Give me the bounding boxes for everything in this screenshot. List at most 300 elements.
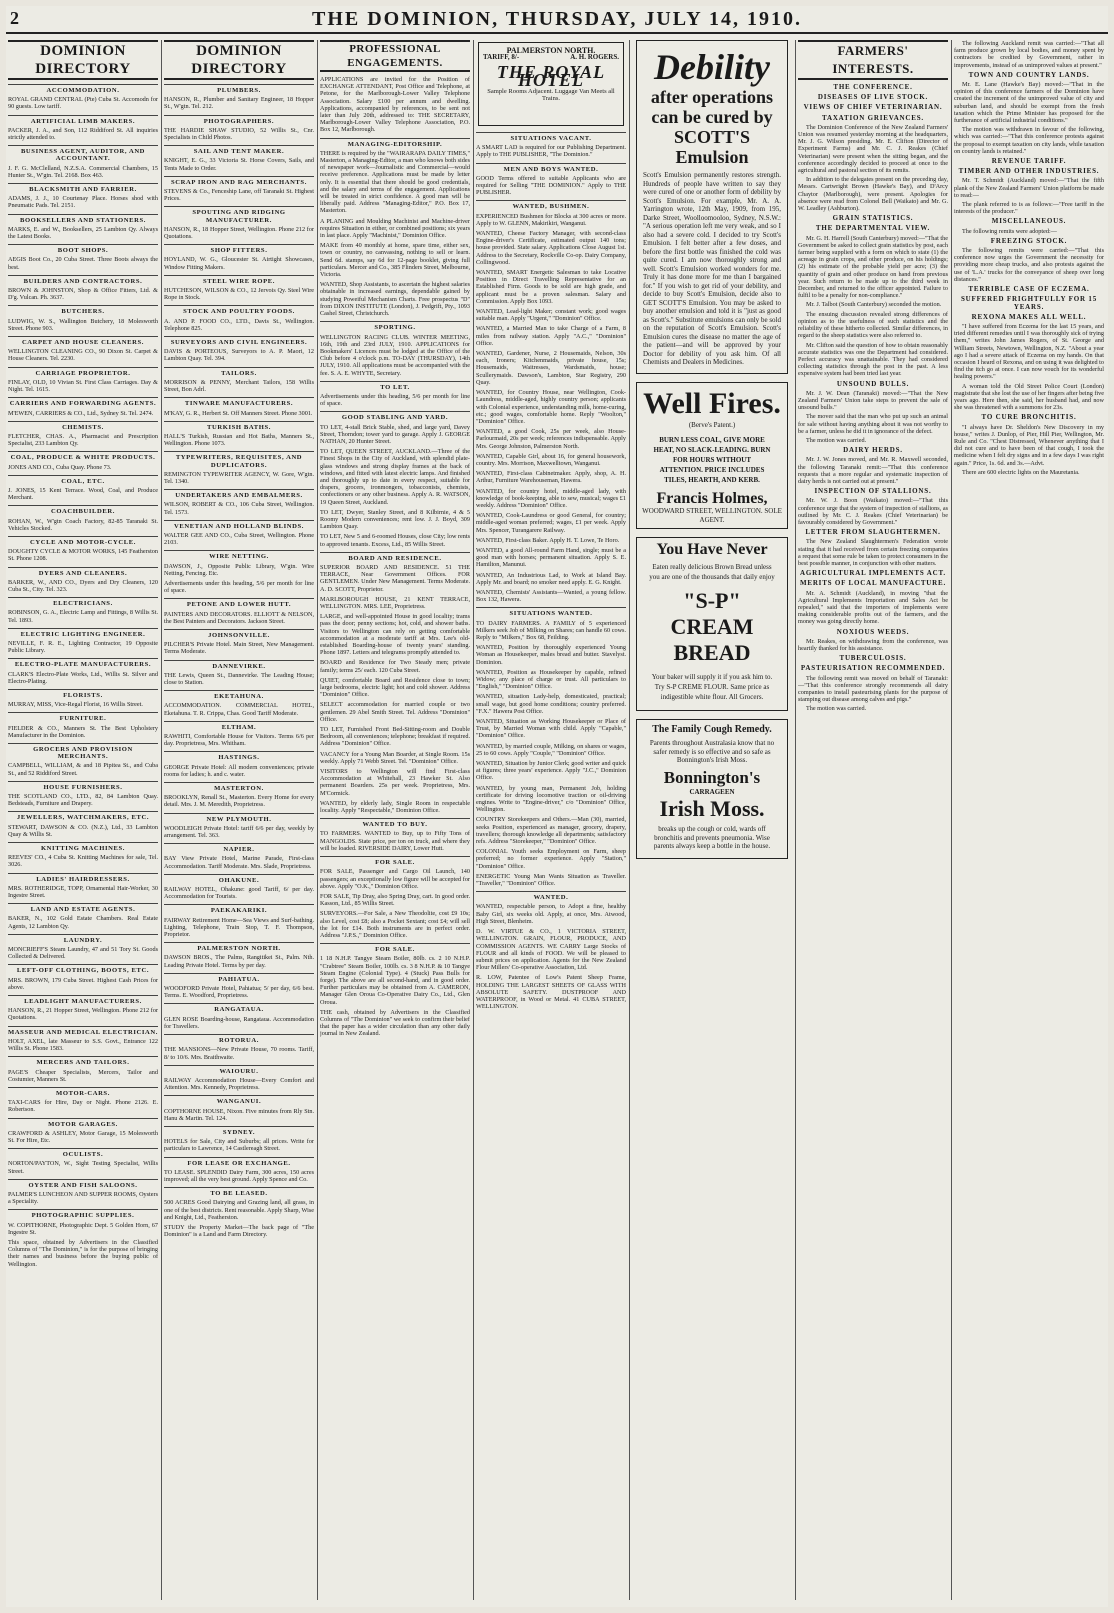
section-label: SAIL AND TENT MAKER.	[164, 145, 314, 155]
list-item: MRS. ROTHERIDGE, TOPP, Ornamental Hair-Worker, 30 Ingestre Street.	[8, 884, 158, 900]
list-item: HOTELS for Sale, City and Suburbs; all prices. Write for particulars to Lawrence, 14 Castlereagh Street.	[164, 1138, 314, 1153]
list-item: WANTED, respectable person, to Adopt a fine, healthy Baby Girl, six weeks old. Apply, at once, Mrs. Atwood, High Street, Blenheim.	[476, 903, 626, 925]
section-label: ACCOMMODATION.	[8, 84, 158, 94]
paragraph: The following remits were carried:—"That this conference now urges the Government the necessity for providing more cheap trucks, and also protests against the use of 'L.A.' trucks for the conveyance of sheep over long distances."	[954, 247, 1104, 283]
section-label: STEEL WIRE ROPE.	[164, 275, 314, 285]
list-item: CAMPBELL, WILLIAM, & and 18 Pipitea St., and Cuba St., and 52 Riddiford Street.	[8, 762, 158, 777]
column-rule	[795, 40, 796, 1600]
list-item: THE SCOTLAND CO., LTD., 82, 84 Lambton Quay. Bedsteads, Furniture and Drapery.	[8, 793, 158, 808]
well-fires-address: WOODWARD STREET, WELLINGTON. SOLE AGENT.	[642, 507, 782, 524]
section-label: BOARD AND RESIDENCE.	[320, 552, 470, 562]
section-label: CYCLE AND MOTOR-CYCLE.	[8, 536, 158, 546]
list-item: WANTED, a Married Man to take Charge of a Farm, 8 miles from railway station. Apply "A.C.," "Dominion" Office.	[476, 325, 626, 347]
article-subheading: LETTER FROM SLAUGHTERMEN.	[805, 528, 941, 537]
list-item: PALMER'S LUNCHEON AND SUPPER ROOMS, Oysters a Speciality.	[8, 1190, 158, 1206]
list-item: TO LET, Dwyer, Stanley Street, and 8 Kilbirnie, 4 & 5 Roomy Modern conveniences; rent low. J. J. Boyd, 309 Lambton Quay.	[320, 508, 470, 531]
section-label: PHOTOGRAPHIC SUPPLIES.	[8, 1209, 158, 1219]
list-item: GOOD Terms offered to suitable Applicants who are required for Selling "THE DOMINION." Apply to THE PUBLISHER.	[476, 174, 626, 197]
list-item: TO LET, New 5 and 6-roomed Houses, close City; low rents to approved tenants. Excess, Ltd., 85 Willis Street.	[320, 533, 470, 548]
paragraph: "I have suffered from Eczema for the last 15 years, and tried different remedies until I was thoroughly sick of trying them," writes John James Rogers, of St. George and William Streets, Newtown, Wellington, N.Z. "About a year ago I had a severe attack of Eczema on my hands. On that occasion I heard of Rexona, and on using it was delighted to find the itch go at once. I can now vouch for its wonderful healing powers."	[954, 322, 1104, 381]
list-item: HANSON, R., 21 Hopper Street, Wellington. Phone 212 for Quotations.	[8, 1007, 158, 1022]
directory-column-1	[8, 40, 158, 1600]
article-body	[798, 124, 948, 713]
list-item: TO DAIRY FARMERS. A FAMILY of 5 experienced Milkers seek Job of Milking on Shares; can handle 60 cows. Reply to "Milkers," Box 68, Feilding.	[476, 619, 626, 641]
never-heading: You Have Never	[656, 541, 768, 558]
list-item: ROHAN, W., W'gtn Coach Factory, 82-85 Taranaki St. Vehicles Stocked.	[8, 517, 158, 532]
section-label: SCRAP IRON AND RAG MERCHANTS.	[164, 176, 314, 186]
paragraph: "I always have Dr. Sheldon's New Discovery in my house," writes J. Dunlop, of Pier, Hill Pier, Wellington, Mr. Rule and Co. "Chest Distressed, Whenever anything that I did not cure and to have been of that cough, I took the medicine when I felt dry signs and in a few days I was right again." Price, 1s. 6d. and 3s.—Advt.	[954, 423, 1104, 467]
paragraph: Mr. A. Schmidt (Auckland), in moving "that the Agricultural Implements Importation and Sales Act be repealed," said that the importers of implements were making considerable profits out of the farmers, and the money was going directly home.	[798, 589, 948, 626]
section-label: WANTED, BUSHMEN.	[476, 200, 626, 210]
cough-body: Parents throughout Australasia know that no safer remedy is so effective and so safe as Bonnington's Irish Moss.	[649, 739, 775, 764]
section-label: STOCK AND POULTRY FOODS.	[164, 305, 314, 315]
paragraph: The motion was withdrawn in favour of the following, which was carried:—"That this conference protests against the proposal to exempt taxation on city lands, while taxation on country lands is retained."	[954, 126, 1104, 155]
list-item: FOR SALE, Passenger and Cargo Oil Launch, 140 passengers; an exceptionally low figure will be accepted for above. Apply "O.K.," Dominion Office.	[320, 868, 470, 890]
well-fires-body: BURN LESS COAL, GIVE MORE HEAT, NO SLACK-LEADING. BURN FOR HOURS WITHOUT ATTENTION. PRICE INCLUDES TILES, HEARTH, AND KERB.	[653, 436, 771, 484]
section-label: JOHNSONVILLE.	[164, 629, 314, 639]
list-item: LARGE, and well-appointed House in good locality; trams pass the door; penny sections; hot, cold, and shower baths. Visitors to Wellington can rely on getting comfortable accommodation at a moderate tariff at Mrs. Lee's old-established Boarding-house of twenty years' standing. Phone 1897. Letters and telegrams promptly attended to.	[320, 613, 470, 657]
article-subheading: TAXATION GRIEVANCES.	[822, 113, 924, 122]
list-item: WANTED, situation Lady-help, domesticated, practical; small wage, but good home conditions; country preferred. "F.X." Hawera Post Office.	[476, 693, 626, 715]
irish-moss-heading: Irish Moss.	[659, 796, 765, 821]
list-item: DAWSON, J., Opposite Public Library, W'gtn. Wire Netting, Fencing. Etc.	[164, 562, 314, 577]
cough-heading: The Family Cough Remedy.	[652, 724, 772, 735]
article-subheading: VIEWS OF CHIEF VETERINARIAN.	[803, 103, 943, 112]
section-label: RANGATAUA.	[164, 1003, 314, 1013]
list-item: 1 18 N.H.P. Tangye Steam Boiler, 80lb. cs. 2 10 N.H.P. "Crabtree" Steam Boiler, 100lb. cs. 3 8 N.H.P. & 10 Tangye Steam Engine (Colonial Type). 4 (Stuck) Pass Bulls for forge). The above are all second-hand, and in good order. Further particulars may be obtained from A. CAMERON, Manager Glen Oroua Co-Operative Dairy Co., Ltd., Glen Oroua.	[320, 955, 470, 1006]
list-item: A. AND P. FOOD CO., LTD., Davis St., Wellington. Telephone 825.	[164, 317, 314, 332]
paragraph: The following remits were adopted:—	[962, 227, 1057, 235]
section-label: PETONE AND LOWER HUTT.	[164, 598, 314, 608]
column-rule	[951, 40, 952, 1600]
section-label: GROCERS AND PROVISION MERCHANTS.	[8, 743, 158, 760]
list-item: WANTED, Position by thoroughly experienced Young Woman as Housekeeper, males bread and butter. Stavelyst. Dominion.	[476, 644, 626, 666]
list-item: MAKE from 40 monthly at home, spare time, either sex, town or country, no canvassing, nothing to sell or learn. Send 6d. stamps, say 6d for 12-page booklet, giving full particulars. Mercer and Co., 385 Flinders Street, Melbourne, Victoria.	[320, 242, 470, 279]
section-label: NAPIER.	[164, 843, 314, 853]
section-label: WIRE NETTING.	[164, 550, 314, 560]
section-label: HASTINGS.	[164, 751, 314, 761]
list-item: MURRAY, MISS, Vice-Regal Florist, 16 Willis Street.	[8, 701, 143, 709]
paragraph: The Dominion Conference of the New Zealand Farmers' Union was resumed yesterday morning at the headquarters, Mr. J. G. Wilson presiding. Mr. E. Clifton (Director of Experiment Farms) and Mr. C. J. Reakes (Chief Veterinarian) were present when the sitting began, and the conference accordingly decided to proceed at once to the agricultural and pastoral section of its remits.	[798, 123, 948, 175]
list-item: WOODLEIGH Private Hotel: tariff 6/6 per day, weekly by arrangement. Tel. 363.	[164, 824, 314, 840]
section-label: CARPET AND HOUSE CLEANERS.	[8, 336, 158, 346]
section-label: MASSEUR AND MEDICAL ELECTRICIAN.	[8, 1026, 158, 1036]
paragraph: The mover said that the man who put up such an animal for sale without having anything about it was not worthy to be a farmer, unless he did it in ignorance of the defect.	[798, 413, 948, 435]
list-item: STEWART, DAWSON & CO. (N.Z.), Ltd., 33 Lambton Quay & Willis St.	[8, 823, 158, 838]
scotts-emulsion-advert	[636, 40, 788, 374]
list-item: CRAWFORD & ASHLEY, Motor Garage, 15 Molesworth St. For Hire, Etc.	[8, 1129, 158, 1144]
article-body	[954, 40, 1104, 476]
section-label: JEWELLERS, WATCHMAKERS, ETC.	[8, 811, 158, 821]
section-label: ARTIFICIAL LIMB MAKERS.	[8, 115, 158, 125]
section-label: TINWARE MANUFACTURERS.	[164, 397, 314, 407]
list-item: WALTER GEE AND CO., Cuba Street, Wellington. Phone 2103.	[164, 531, 314, 547]
list-item: M'EWEN, CARRIERS & CO., Ltd., Sydney St. Tel. 2474.	[8, 409, 154, 417]
sp-bread-advert	[636, 537, 788, 711]
list-item: REEVES' CO., 4 Cuba St. Knitting Machines for sale, Tel. 3026.	[8, 854, 158, 869]
column-rule	[161, 40, 162, 1600]
well-fires-firm: Francis Holmes,	[656, 490, 768, 507]
section-label: LAND AND ESTATE AGENTS.	[8, 903, 158, 913]
section-label: TO BE LEASED.	[164, 1187, 314, 1197]
list-item: QUIET, comfortable Board and Residence close to town; large bedrooms, electric light; hot and cold shower. Address "Dominion" Office.	[320, 676, 470, 699]
list-item: D. W. VIRTUE & CO., 1 VICTORIA STREET, WELLINGTON. GRAIN, FLOUR, PRODUCE, AND COMMISSION AGENTS. WE CARRY Large Stocks of FLOUR and all kinds of FOOD. We will be pleased to submit prices on application. Agents for the New Zealand Flour Millers' Co-operative Association, Ltd.	[476, 928, 626, 972]
section-label: PALMERSTON NORTH.	[164, 942, 314, 952]
section-label: ROTORUA.	[164, 1034, 314, 1044]
list-item: TO LET, QUEEN STREET, AUCKLAND.—Three of the Finest Shops in the City of Auckland, with splendid plate-glass windows and strong display frames at the back of windows, and fitted with latest electric lamps. And finished and thoroughly up to date in every respect, suitable for drapers, grocers, ironmongers, tobacconists, chemists, confectioners or any other business. Apply A. R. WATSON, 19 Queen Street, Auckland.	[320, 448, 470, 506]
list-item: WANTED, a good All-round Farm Hand, single; must be a good man with horses; permanent situation. Apply S. E. Hamilton, Manunui.	[476, 546, 626, 569]
list-item: SUPERIOR BOARD AND RESIDENCE. 51 THE TERRACE, Near Government Offices. FOR GENTLEMEN. Under New Management. Terms Moderate. A. D. SCOTT, Proprietor.	[320, 563, 470, 593]
list-item: TO LET, Furnished Front Bed-Sitting-room and Double Bedroom, all conveniences; telephone; breakfast if required. Address "Dominion" Office.	[320, 726, 470, 748]
paragraph: Mr. W. J. Boon (Waikato) moved:—"That this conference urge that the system of inspection of stallions, as outlined by Mr. C. J. Reakes (Chief Veterinarian) be favourably considered by Government."	[798, 497, 948, 526]
section-label: WANTED.	[476, 891, 626, 901]
debility-heading: Debility	[654, 47, 770, 87]
list-item: MONCRIEFF'S Steam Laundry, 47 and 51 Tory St. Goods Collected & Delivered.	[8, 946, 158, 961]
list-item: SURVEYORS.—For Sale, a New Theodolite, cost £9 10s; also Level, cost £8; also a Pocket Sextant; cost £4; will sell the lot for £14. Both instruments are in perfect order. Address "J.P.S.," Dominion Office.	[320, 910, 470, 939]
list-item: ROBINSON, G. A., Electric Lamp and Fittings, 8 Willis St. Tel. 1893.	[8, 609, 158, 624]
list-item: APPLICATIONS are invited for the Position of EXCHANGE ATTENDANT, Post Office and Telephone, at Petone, for the Marlborough-Lower Valley Telephone Association. Salary £100 per annum and dwelling. Applications, accompanied by references, to be sent not later than July 20th, addressed to: THE SECRETARY, Marlborough-Lower Valley Telephone Association, P.O. Box 12, Marlborough.	[320, 76, 470, 134]
article-subheading: UNSOUND BULLS.	[836, 379, 910, 388]
section-label: ELECTRO-PLATE MANUFACTURERS.	[8, 658, 158, 668]
section-label: MEN AND BOYS WANTED.	[476, 163, 626, 173]
paragraph: Mr. G. H. Harrell (South Canterbury) moved:—"That the Government be asked to collect grain statistics by post, each farmer being supplied with a form on which to state (1) the acreage in grain crops, and other produce, on his holdings; (2) his estimate of the probable yield per acre; (3) the quantity of grain and other produce on hand from previous year. Such return to be made up to the third week in December, and returned to the officer appointed. Failure to fulfil to be a penalty for non-compliance."	[798, 234, 948, 300]
list-item: TO LET, 4-stall Brick Stable, shed, and large yard, Davey Street, Thorndon; tower yard to garage. Apply J. GEORGE NATHAN, 20 Hunter Street.	[320, 423, 470, 445]
hotel-town: PALMERSTON NORTH.	[506, 46, 596, 55]
list-item: KNIGHT, E. G., 33 Victoria St. Horse Covers, Sails, and Tents Made to Order.	[164, 157, 314, 172]
list-item: WANTED, Situation by Junior Clerk; good writer and quick at figures; three years' experience. Apply "J.C.," Dominion Office.	[476, 760, 626, 782]
list-item: RAWHITI, Comfortable House for Visitors. Terms 6/6 per day. Proprietress, Mrs. Whitham.	[164, 733, 314, 748]
section-label: SPOUTING AND RIDGING MANUFACTURER.	[164, 206, 314, 223]
list-item: PACKER, J. A., and Son, 112 Riddiford St. All inquiries strictly attended to.	[8, 126, 158, 142]
list-item: WANTED, a good Cook, 25s per week, also House-Parlourmaid, 20s per week; references indispensable. Apply Mrs. George Johnston, Palmerston North.	[476, 428, 626, 450]
section-label: WAIOURU.	[164, 1065, 314, 1075]
section-label: FURNITURE.	[8, 712, 158, 722]
list-item: W. COPITHORNE, Photographic Dept. 5 Golden Horn, 67 Ingestre St.	[8, 1221, 158, 1236]
section-label: UNDERTAKERS AND EMBALMERS.	[164, 489, 314, 499]
list-item: WANTED, Cook-Laundress or good General, for country; middle-aged woman preferred; wages, £1 per week. Apply Mrs. Spencer, Turangarere Railway.	[476, 512, 626, 534]
section-label: MASTERTON.	[164, 782, 314, 792]
article-subheading: SUFFERED FRIGHTFULLY FOR 15 YEARS.	[960, 295, 1097, 311]
classifieds-column-4	[476, 40, 626, 1600]
classifieds-column-3	[320, 40, 470, 1600]
section-label: BUTCHERS.	[8, 305, 158, 315]
section-label: OCULISTS.	[8, 1148, 158, 1158]
newspaper-page	[6, 6, 1108, 1607]
well-fires-sub: (Berve's Patent.)	[688, 420, 736, 429]
section-label: MOTOR-CARS.	[8, 1087, 158, 1097]
section-label: BLACKSMITH AND FARRIER.	[8, 183, 158, 193]
section-label: BOOT SHOPS.	[8, 244, 158, 254]
list-item: MARLBOROUGH HOUSE, 21 KENT TERRACE, WELLINGTON. MRS. LEE, Proprietress.	[320, 595, 470, 610]
list-item: WANTED, Position as Housekeeper by capable, refined Widow; any place of charge or trust. All particulars to "English," "Dominion" Office.	[476, 668, 626, 691]
section-label: FOR SALE.	[320, 943, 470, 953]
list-item: AEGIS Boot Co., 20 Cuba Street. Three Boots always the best.	[8, 256, 158, 271]
article-subheading: DISEASES OF LIVE STOCK.	[817, 93, 929, 102]
section-label: VENETIAN AND HOLLAND BLINDS.	[164, 520, 314, 530]
farmers-interests-heading: FARMERS' INTERESTS.	[798, 40, 948, 80]
list-item: COLONIAL Youth seeks Employment on Farm, sheep preferred; no former experience. Apply "Station," "Dominion" Office.	[476, 848, 626, 870]
section-label: LEFT-OFF CLOTHING, BOOTS, ETC.	[8, 964, 158, 974]
article-subheading: THE CONFERENCE.	[833, 83, 913, 91]
directory-heading: DOMINION DIRECTORY	[164, 40, 314, 80]
list-item: J. JONES, 15 Kent Terrace. Wood, Coal, and Produce Merchant.	[8, 486, 158, 502]
list-item: WANTED, First-class Baker. Apply H. T. Lowe, Te Horo.	[476, 536, 620, 544]
paragraph: The ensuing discussion revealed strong differences of opinion as to the usefulness of such statistics and the reliability of these hitherto collected. Similar differences, in regard to the sheep statistics were also referred to.	[798, 310, 948, 340]
article-subheading: TOWN AND COUNTRY LANDS.	[968, 70, 1090, 79]
paragraph: Mr. J. W. Dean (Taranaki) moved:—"That the New Zealand Farmers' Union take steps to prevent the sale of unsound bulls."	[798, 389, 948, 412]
sp-bread-body: Your baker will supply it if you ask him to. Try S-P CREME FLOUR. Same price as indigestible white flour. All Grocers.	[651, 673, 773, 701]
list-item: GLEN ROSE Boarding-house, Rangataua. Accommodation for Travellers.	[164, 1015, 314, 1030]
list-item: WANTED, An Industrious Lad, to Work at Island Bay. Apply Mr. and board; no smoker need apply. E. G. Knight.	[476, 571, 626, 586]
section-label: SITUATIONS WANTED.	[476, 607, 626, 617]
section-label: OHAKUNE.	[164, 874, 314, 884]
paragraph: The plank referred to is as follows:—"Free tariff in the interests of the producer."	[954, 201, 1104, 216]
article-subheading: AGRICULTURAL IMPLEMENTS ACT.	[800, 569, 946, 578]
list-item: DAWSON BROS., The Palms, Rangitikei St., Palm. Nth. Leading Private Hotel. Terms by per day.	[164, 954, 314, 969]
list-item: WANTED, Shop Assistants, to ascertain the highest salaries obtainable in increased earnings, dependable gained by studying Poweiful Mechanism Charts. Free prospectus "D" from DIXON INSTITUTE (London), J. Pedgrift, Pty., 1093 Cashel Street, Christchurch.	[320, 281, 470, 318]
list-item: COUNTRY Storekeepers and Others.—Man (30), married, seeks Position, experienced as manager, grocery, drapery, travellers; thorough knowledge all departments; satisfactory refs. Address "Storekeeper," "Dominion" Office.	[476, 816, 626, 846]
hotel-tariff: TARIFF, 8/-	[483, 53, 520, 62]
list-item: PAGE'S Cheaper Specialists, Mercers, Tailor and Costumier, Manners St.	[8, 1068, 158, 1083]
list-item: MRS. BROWN, 179 Cuba Street. Highest Cash Prices for above.	[8, 976, 158, 991]
paragraph: A woman told the Old Street Police Court (London) magistrate that she lost the use of her fingers after being five years ago. Here then, she said, her husband had, and now she was threatened with a summons for 23s.	[954, 382, 1104, 412]
article-subheading: MISCELLANEOUS.	[991, 217, 1067, 226]
section-label: SYDNEY.	[164, 1126, 314, 1136]
column-rule	[317, 40, 318, 1600]
list-item: HALL'S Turkish, Russian and Hot Baths, Manners St., Wellington. Phone 1073.	[164, 432, 314, 448]
list-item: PILCHER'S Private Hotel. Main Street, New Management. Terms Moderate.	[164, 641, 314, 656]
list-item: THE MANSIONS—New Private House, 70 rooms. Tariff, 8/ to 10/6. Mrs. Braithwaite.	[164, 1046, 314, 1061]
article-subheading: THE DEPARTMENTAL VIEW.	[815, 224, 931, 233]
section-label: TYPEWRITERS, REQUISITES, AND DUPLICATORS.	[164, 451, 314, 468]
list-item: SELECT accommodation for married couple or two gentlemen. 29 Abel Smith Street. Tel. Address "Dominion" Office.	[320, 701, 470, 723]
section-label: FLORISTS.	[8, 689, 158, 699]
list-item: WELLINGTON CLEANING CO., 90 Dixon St. Carpet & House Cleaners. Tel. 2230.	[8, 348, 158, 363]
section-label: PAEKAKARIKI.	[164, 904, 314, 914]
article-subheading: TUBERCULOSIS.	[839, 654, 907, 663]
list-item: THE HARDIE SHAW STUDIO, 52 Willis St., Cnr. Specialists in Child Photos.	[164, 126, 314, 142]
section-label: KNITTING MACHINES.	[8, 842, 158, 852]
section-label: OYSTER AND FISH SALOONS.	[8, 1179, 158, 1189]
list-item: HOYLAND, W. G., Gloucester St. Airtight Showcases, Window Fitting Makers.	[164, 256, 314, 271]
list-item: WANTED, Capable Girl, about 16, for general housework, country. Mrs. Morrison, Maxwelltown, Wanganui.	[476, 452, 626, 467]
list-item: BAKER, N., 102 Gold Estate Chambers. Real Estate Agents, 12 Lambton Qy.	[8, 915, 158, 930]
list-item: NEVILLE, F. R. E., Lighting Contractor, 19 Opposite Public Library.	[8, 639, 158, 655]
irish-moss-firm: Bonnington's	[663, 767, 761, 787]
section-label: SHOP FITTERS.	[164, 244, 314, 254]
article-subheading: NOXIOUS WEEDS.	[836, 627, 910, 636]
list-item: NORTON/PAYTON, W., Sight Testing Specialist, Willis Street.	[8, 1160, 158, 1175]
section-label: PLUMBERS.	[164, 84, 314, 94]
paragraph: Mr. Clifton said the question of how to obtain reasonably accurate statistics was one the Department had considered. Perfect accuracy was unattainable. They had considered collecting statistics through the post in the past. A less expensive system had been tried last year.	[798, 341, 948, 378]
list-item: REMINGTON TYPEWRITER AGENCY, W. Gore, W'gtn. Tel. 1340.	[164, 470, 314, 485]
list-item: MARKS, E. and W., Booksellers, 25 Lambton Qy. Always the Latest Books.	[8, 225, 158, 241]
section-label: EKETAHUNA.	[164, 690, 314, 700]
column-rule	[473, 40, 474, 1600]
classified-list	[476, 132, 626, 1010]
farmers-interests-column-continued	[954, 40, 1104, 1600]
article-subheading: PASTEURISATION RECOMMENDED.	[800, 664, 946, 673]
article-subheading: TO CURE BRONCHITIS.	[981, 413, 1077, 422]
section-label: TAILORS.	[164, 367, 314, 377]
hotel-proprietor: A. H. ROGERS.	[570, 53, 619, 62]
section-label: ELTHAM.	[164, 721, 314, 731]
list-item: WANTED, for Country House, near Wellington, Cook-Laundress, middle-aged, highly country person; applicants with Colonial experience, understanding milk, home-curing, etc.; good wages, comfortable home. Reply "Woolton," "Dominion" Office.	[476, 389, 626, 425]
debility-line: after operations can be cured by SCOTT'S Emulsion	[650, 87, 774, 167]
list-item: WANTED, by married couple, Milking, on shares or wages, 25 to 60 cows. Apply "Couple," "Dominion" Office.	[476, 742, 626, 757]
section-label: PHOTOGRAPHERS.	[164, 115, 314, 125]
list-item: WANTED, SMART Energetic Salesman to take Locative Position in Direct Travelling Representative for an Established Firm. Goods to be sold are high grade, and applicant must be a proven salesman. Salary and Commission. Apply Box 1093.	[476, 269, 626, 305]
list-item: FLETCHER, CHAS. A., Pharmacist and Prescription Specialist, 233 Lambton Qy.	[8, 432, 158, 448]
section-label: FOR SALE.	[320, 856, 470, 866]
list-item: THERE is required by the "WAIRARAPA DAILY TIMES," Masterton, a Managing-Editor, a man who knows both sides of newspaper work—Journalistic and Commercial—would receive preference. Applications must be made by letter only. It is essential that there should be good credentials, and the salary and terms of the engagement. Applications will be treated in strict confidence. A good man will be liberally paid. Address "Managing-Editor," P.O. Box 17, Masterton.	[320, 149, 470, 215]
section-label: COAL, ETC.	[8, 475, 158, 485]
section-label: MERCERS AND TAILORS.	[8, 1056, 158, 1066]
section-label: MANAGING-EDITORSHIP.	[320, 138, 470, 148]
list-item: M'KAY, G. R., Herbert St. Off Manners Street. Phone 3001.	[164, 409, 313, 417]
section-label: TO LET.	[320, 381, 470, 391]
list-item: A SMART LAD is required for our Publishing Department. Apply to THE PUBLISHER, "The Dominion."	[476, 144, 626, 159]
section-label: CARRIAGE PROPRIETOR.	[8, 367, 158, 377]
paragraph: In addition to the delegates present on the preceding day, Messrs. Cartwright Brown (Hawke's Bay), and D'Arcy Chaytor (Marlborough), were present. Apologies for absence were read from Colonel Bell (Waikato) and Mr. G. W. Leadley (Ashburton).	[798, 176, 948, 213]
list-item: WANTED, First-class Cabinetmaker. Apply, shop, A. H. Arthur, Furniture Warehouseman, Hawera.	[476, 470, 626, 485]
column-rule	[629, 40, 630, 1600]
list-item: FINLAY, OLD, 10 Vivian St. First Class Carriages. Day & Night. Tel. 1615.	[8, 378, 158, 394]
list-item: WELLINGTON RACING CLUB. WINTER MEETING, 16th, 19th and 23rd JULY, 1910. APPLICATIONS for Bookmakers' Licences must be lodged at the Office of the Club before 4 o'clock p.m. TO-DAY (THURSDAY), 14th JULY, 1910. All applications must be accompanied with the fee. S. A. E. WHYTE, Secretary.	[320, 333, 470, 377]
list-item: A PLANING and Moulding Machinist and Machine-driver requires Situation in either, or combined positions; six years in last place. Apply "Machinist," Dominion Office.	[320, 217, 470, 240]
list-item: 500 ACRES Good Dairying and Grazing land, all grass, in one of the best districts. Rent reasonable. Apply Sharp, Wise and Knight, Ltd., Featherston.	[164, 1199, 314, 1221]
list-item: COPTHORNE HOUSE, Nixon. Five minutes from Rly Stn. Hanu & Martin. Tel. 124.	[164, 1107, 314, 1122]
list-item: WANTED, Cheese Factory Manager, with second-class Engine-driver's Certificate, estimated output 140 tons; house provided. State salary. Applications Close August 1st. Address to the Secretary, Rockville Co-op. Dairy Company, Collingwood.	[476, 230, 626, 266]
article-subheading: GRAIN STATISTICS.	[832, 214, 914, 223]
paragraph: The following Auckland remit was carried:—"That all farm produce grown by local bodies, and money spent by contractors be credited by Government, rather in improvements, instead of as unimproved values at present."	[954, 40, 1104, 69]
list-item: STEVENS & Co., Fenceship Lane, off Taranaki St. Highest Prices.	[164, 188, 314, 203]
article-subheading: DAIRY HERDS.	[843, 446, 903, 455]
sp-bread-heading: "S-P" CREAM BREAD	[670, 588, 754, 665]
paragraph: Mr. T. Schmidt (Auckland) moved:—"That the fifth plank of the New Zealand Farmers' Union platform be made to read:—	[954, 177, 1104, 199]
list-item: ACCOMMODATION. COMMERCIAL HOTEL, Eketahuna. T. R. Crippa, Chas. Good Tariff Moderate.	[164, 702, 314, 717]
list-item: WANTED, by young man, Permanent Job, holding certificate for driving locomotive traction or oil-driving engines. Write to "Engine-driver," c/o "Dominion" Office, Wellington.	[476, 784, 626, 814]
list-item: WANTED, for country hotel, middle-aged lady, with knowledge of book-keeping, able to sew, musical; wages £1 weekly. Address "Dominion" Office.	[476, 487, 626, 509]
section-label: PAHIATUA.	[164, 973, 314, 983]
list-item: HANSON, R., 18 Hopper Street, Wellington. Phone 212 for Quotations.	[164, 225, 314, 241]
directory-column-2	[164, 40, 314, 1600]
section-label: COACHBUILDER.	[8, 505, 158, 515]
list-item: WANTED, Situation as Working Housekeeper or Place of Trust, by Married Woman with child. Apply "Capable," "Dominion" Office.	[476, 718, 626, 740]
section-label: LADIES' HAIRDRESSERS.	[8, 873, 158, 883]
list-item: VACANCY for a Young Man Boarder, at Single Room. 15s weekly. Apply 71 Webb Street. Tel. "Dominion" Office.	[320, 750, 470, 765]
section-label: ELECTRIC LIGHTING ENGINEER.	[8, 628, 158, 638]
list-item: VISITORS to Wellington will find First-class Accommodation at Whitehall, 23 Hawker St. Also permanent Boarders. 25s per week. Proprietress, Mrs. M'Cormick.	[320, 768, 470, 797]
article-subheading: TERRIBLE CASE OF ECZEMA.	[968, 285, 1090, 294]
paragraph: The motion was carried.	[806, 436, 867, 444]
well-fires-heading: Well Fires.	[643, 386, 781, 420]
farmers-interests-column	[798, 40, 948, 1600]
list-item: HANSON, R., Plumber and Sanitary Engineer, 18 Hopper St., W'gtn. Tel. 212.	[164, 96, 314, 111]
directory-list	[8, 84, 158, 1268]
paragraph: Mr. E. Lane (Hawke's Bay) moved:—"That in the opinion of this conference farmers of the Dominion have created the increment of the unimproved value of city and suburban land, and should be exempt from the fresh taxation which the Prime Minister has proposed for the furtherance of artificial industrial conditions."	[954, 81, 1104, 125]
list-item: THE Lewis, Queen St., Dannevirke. The Leading House; close to Station.	[164, 671, 314, 686]
well-fires-advert	[636, 382, 788, 530]
list-item: Advertisements under this heading, 5/6 per month for line of space.	[320, 392, 470, 408]
irish-moss-sub: CARRAGEEN	[689, 787, 735, 796]
hotel-name: THE ROYAL HOTEL	[496, 62, 606, 90]
list-item: ADAMS, J. J., 10 Courtenay Place. Horses shod with Pneumatic Pads. Tel. 2151.	[8, 195, 158, 210]
list-item: ENERGETIC Young Man Wants Situation as Traveller. "Traveller," "Dominion" Office.	[476, 872, 626, 888]
section-label: DYERS AND CLEANERS.	[8, 567, 158, 577]
section-label: ELECTRICIANS.	[8, 597, 158, 607]
list-item: This space, obtained by Advertisers in the Classified Columns of "The Dominion," is for the purpose of bringing their names and business before the buying public of Wellington.	[8, 1238, 158, 1268]
list-item: CLARK'S Electro-Plate Works, Ltd., Willis St. Silver and Electro-Plating.	[8, 670, 158, 685]
section-label: TURKISH BATHS.	[164, 421, 314, 431]
list-item: ROYAL GRAND CENTRAL (Pte) Cuba St. Accomodn for 90 guests. Low tariff.	[8, 96, 158, 111]
section-label: SITUATIONS VACANT.	[476, 132, 626, 142]
debility-body: Scott's Emulsion permanently restores strength. Hundreds of people have written to say they were cured of one or another form of debility by Scott's Emulsion. For example, Mr. A. A. Yarrington wrote, 12th May, 1909, from 195, Darke Street, Woolloomooloo, Sydney, N.S.W.: "A serious operation left me very weak, and so I also had a severe cold. I decided to try Scott's Emulsion. I felt better after a few doses, and before the first bottle was finished the cold was quite cured. I am now thoroughly strong and well. Scott's Emulsion worked wonders for me. Truly it has done more for me than I bargained for." If you wish to get rid of your debility, and decide to buy Scott's Emulsion, decide also to GET SCOTT'S Emulsion. You may be asked to buy another emulsion and told it is "just as good as Scott's." Substitute emulsions can only be sold on the reputation of Scott's Emulsion. Scott's Emulsion cures the disease no matter the age of the patient—and will be approved by your Doctor for debility of you ask him. Of all Chemists and Dealers in Medicines.	[643, 171, 781, 366]
section-label: NEW PLYMOUTH.	[164, 813, 314, 823]
list-item: TO LEASE. SPLENDID Dairy Farm, 300 acres, 150 acres improved; all the very best ground. Apply Spence and Co.	[164, 1168, 314, 1183]
hotel-note: Sample Rooms Adjacent. Luggage Van Meets all Trains.	[487, 87, 615, 103]
list-item: EXPERIENCED Bushmen for Blocks at 300 acres or more. Apply to W. GLENN, Makirikiri, Wanganui.	[476, 212, 626, 227]
list-item: BARKER, W., AND CO., Dyers and Dry Cleaners, 120 Cuba St., City. Tel. 323.	[8, 578, 158, 593]
directory-list	[164, 84, 314, 1238]
section-label: GOOD STABLING AND YARD.	[320, 411, 470, 421]
list-item: FOR SALE, Tip Dray, also Spring Dray, cart. In good order. Kasson, Ltd., 85 Willis Street.	[320, 892, 470, 908]
list-item: BAY View Private Hotel, Marine Parade, First-class Accommodation. Tariff Moderate. Mrs. Slade, Proprietress.	[164, 855, 314, 870]
adverts-column-5	[632, 40, 792, 1600]
section-label: SURVEYORS AND CIVIL ENGINEERS.	[164, 336, 314, 346]
list-item: WANTED, Lead-light Maker; constant work; good wages suitable man. Apply "Urgent," "Dominion" Office.	[476, 308, 626, 323]
section-label: FOR LEASE OR EXCHANGE.	[164, 1157, 314, 1167]
directory-heading: DOMINION DIRECTORY	[8, 40, 158, 80]
list-item: WOODFORD Private Hotel, Pahiatua; 5/ per day, 6/6 best. Terms. E. Woodford, Proprietress.	[164, 985, 314, 1000]
paragraph: Mr. J. Talbot (South Canterbury) seconded the motion.	[806, 301, 942, 309]
irish-moss-advert	[636, 719, 788, 859]
section-label: LEADLIGHT MANUFACTURERS.	[8, 995, 158, 1005]
list-item: J. F. G. McClelland, N.Z.S.A. Commercial Chambers, 15 Hunter St., W'gtn. Tel. 2168. Box 463.	[8, 164, 158, 179]
masthead	[6, 6, 1108, 34]
section-label: SPORTING.	[320, 321, 470, 331]
section-label: BUSINESS AGENT, AUDITOR, AND ACCOUNTANT.	[8, 145, 158, 162]
list-item: RAILWAY Accommodation House—Every Comfort and Attention. Mrs. Kennedy, Proprietress.	[164, 1076, 314, 1092]
list-item: DOUGHTY CYCLE & MOTOR WORKS, 145 Featherston St. Phone 1208.	[8, 548, 158, 563]
masthead-title: THE DOMINION, THURSDAY, JULY 14, 1910.	[312, 8, 802, 30]
list-item: GEORGE Private Hotel: All modern conveniences; private rooms for ladies; h. and c. water.	[164, 763, 314, 778]
classified-list	[320, 76, 470, 1038]
list-item: TAXI-CARS for Hire, Day or Night. Phone 2126. E. Robertson.	[8, 1099, 158, 1114]
list-item: FAIRWAY Retirement Home—Sea Views and Surf-bathing. Lighting, Telephone, Train Stop, T. F. Thompson, Proprietor.	[164, 916, 314, 939]
section-label: DANNEVIRKE.	[164, 660, 314, 670]
list-item: BOARD and Residence for Two Steady men; private family; terms 25/ each. 120 Cuba Street.	[320, 659, 470, 674]
article-subheading: FREEZING STOCK.	[990, 236, 1068, 245]
list-item: HOLT, AXEL, late Masseur to S.S. Govt., Entrance 122 Willis St. Phone 1583.	[8, 1037, 158, 1053]
list-item: HUTCHESON, WILSON & CO., 12 Jervois Qy. Steel Wire Rope in Stock.	[164, 287, 314, 302]
article-subheading: INSPECTION OF STALLIONS.	[814, 487, 932, 496]
page-number: 2	[10, 8, 19, 28]
list-item: LUDWIG, W. S., Wallington Butchery, 18 Molesworth Street. Phone 903.	[8, 317, 158, 332]
article-subheading: MERITS OF LOCAL MANUFACTURE.	[799, 579, 947, 588]
never-body: Eaten really delicious Brown Bread unless you are one of the thousands that daily enjoy	[649, 563, 775, 581]
section-label: BUILDERS AND CONTRACTORS.	[8, 275, 158, 285]
article-subheading: REVENUE TARIFF.	[991, 157, 1067, 166]
article-subheading: TIMBER AND OTHER INDUSTRIES.	[958, 167, 1100, 176]
list-item: BROWN & JOHNSTON, Shop & Office Fitters, Ltd. & D'g. Vulcan. Ph. 3637.	[8, 287, 158, 302]
section-label: HOUSE FURNISHERS.	[8, 781, 158, 791]
list-item: TO FARMERS. WANTED to Buy, up to Fifty Tons of MANGOLDS. State price, per ton on truck, and where they will be loaded. RIVERSIDE DAIRY, Lower Hutt.	[320, 830, 470, 852]
irish-moss-body: breaks up the cough or cold, wards off bronchitis and prevents pneumonia. Wise parents always keep a bottle in the house.	[653, 825, 771, 850]
paragraph: Mr. Reakes, on withdrawing from the conference, was heartily thanked for his assistance.	[798, 637, 948, 653]
section-label: WANGANUI.	[164, 1095, 314, 1105]
paragraph: Mr. J. W. Jones moved, and Mr. R. Maxwell seconded, the following Taranaki remit:—"That this conference requests that a more regular and systematic inspection of dairy herds is not carried out at present."	[798, 456, 948, 485]
